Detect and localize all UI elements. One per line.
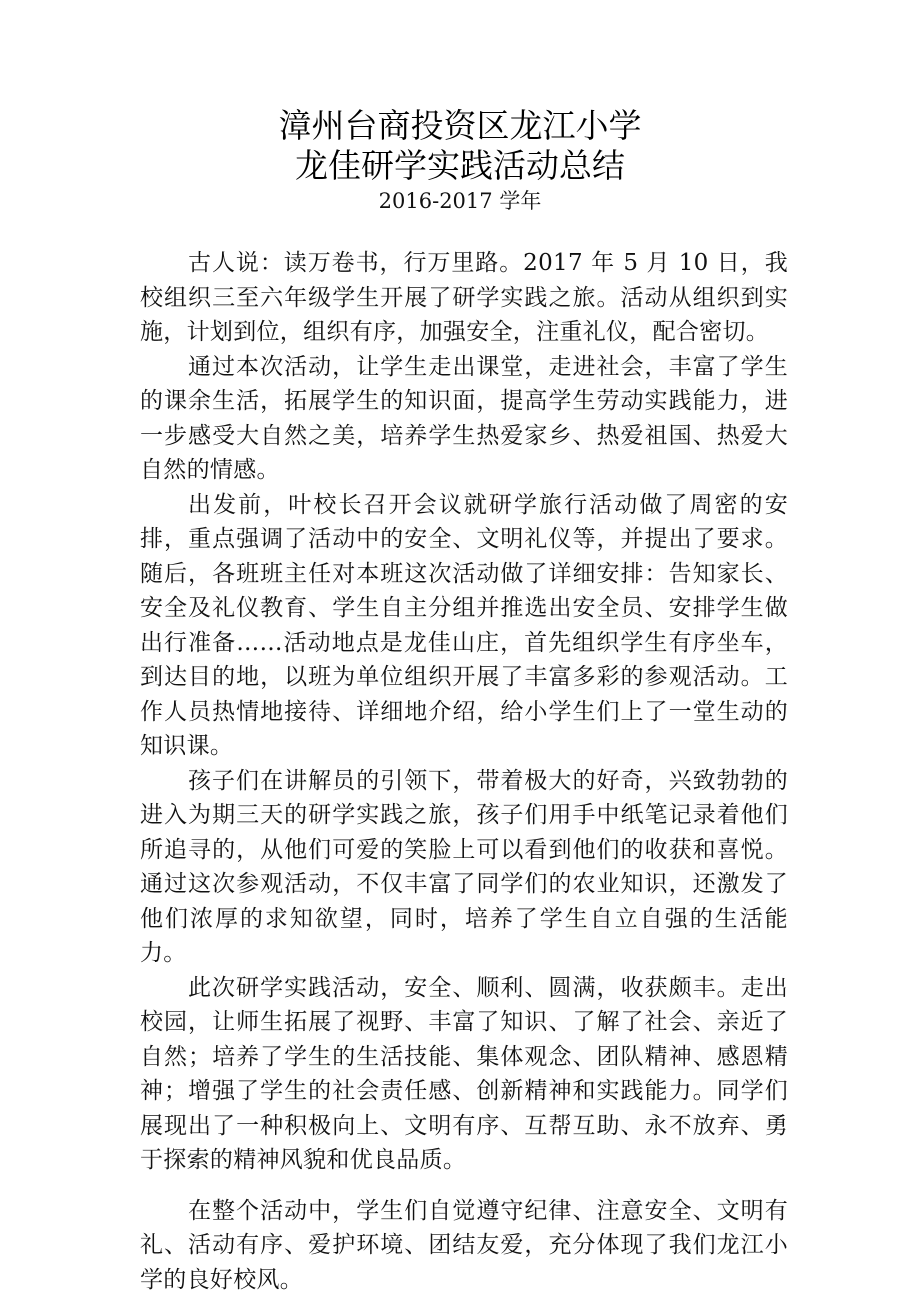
paragraph-6: 在整个活动中，学生们自觉遵守纪律、注意安全、文明有礼、活动有序、爱护环境、团结友爱，充分体现了我们龙江小学的良好校风。: [140, 1197, 788, 1293]
paragraph-5: 此次研学实践活动，安全、顺利、圆满，收获颇丰。走出校园，让师生拓展了视野、丰富了知识、了解了社会、亲近了自然；培养了学生的生活技能、集体观念、团队精神、感恩精神；增强了学生的社会责任感、创新精神和实践能力。同学们展现出了一种积极向上、文明有序、互帮互助、永不放弃、勇于探索的精神风貌和优良品质。: [140, 974, 788, 1173]
paragraph-4: 孩子们在讲解员的引领下，带着极大的好奇，兴致勃勃的进入为期三天的研学实践之旅，孩子们用手中纸笔记录着他们所追寻的，从他们可爱的笑脸上可以看到他们的收获和喜悦。通过这次参观活动，不仅丰富了同学们的农业知识，还激发了他们浓厚的求知欲望，同时，培养了学生自立自强的生活能力。: [140, 767, 788, 966]
paragraph-3: 出发前，叶校长召开会议就研学旅行活动做了周密的安排，重点强调了活动中的安全、文明礼仪等，并提出了要求。随后，各班班主任对本班这次活动做了详细安排：告知家长、安全及礼仪教育、学生自主分组并推选出安全员、安排学生做出行准备……活动地点是龙佳山庄，首先组织学生有序坐车，到达目的地，以班为单位组织开展了丰富多彩的参观活动。工作人员热情地接待、详细地介绍，给小学生们上了一堂生动的知识课。: [140, 491, 788, 759]
paragraph-2: 通过本次活动，让学生走出课堂，走进社会，丰富了学生的课余生活，拓展学生的知识面，提高学生劳动实践能力，进一步感受大自然之美，培养学生热爱家乡、热爱祖国、热爱大自然的情感。: [140, 353, 788, 483]
document-title-line-1: 漳州台商投资区龙江小学: [278, 106, 642, 145]
school-year-subtitle: 2016-2017 学年: [378, 189, 542, 213]
document-title-line-2: 龙佳研学实践活动总结: [295, 146, 625, 185]
paragraph-1: 古人说：读万卷书，行万里路。2017 年 5 月 10 日，我校组织三至六年级学生开展了研学实践之旅。活动从组织到实施，计划到位，组织有序，加强安全，注重礼仪，配合密切。: [140, 250, 788, 345]
document-body: [140, 246, 788, 1297]
